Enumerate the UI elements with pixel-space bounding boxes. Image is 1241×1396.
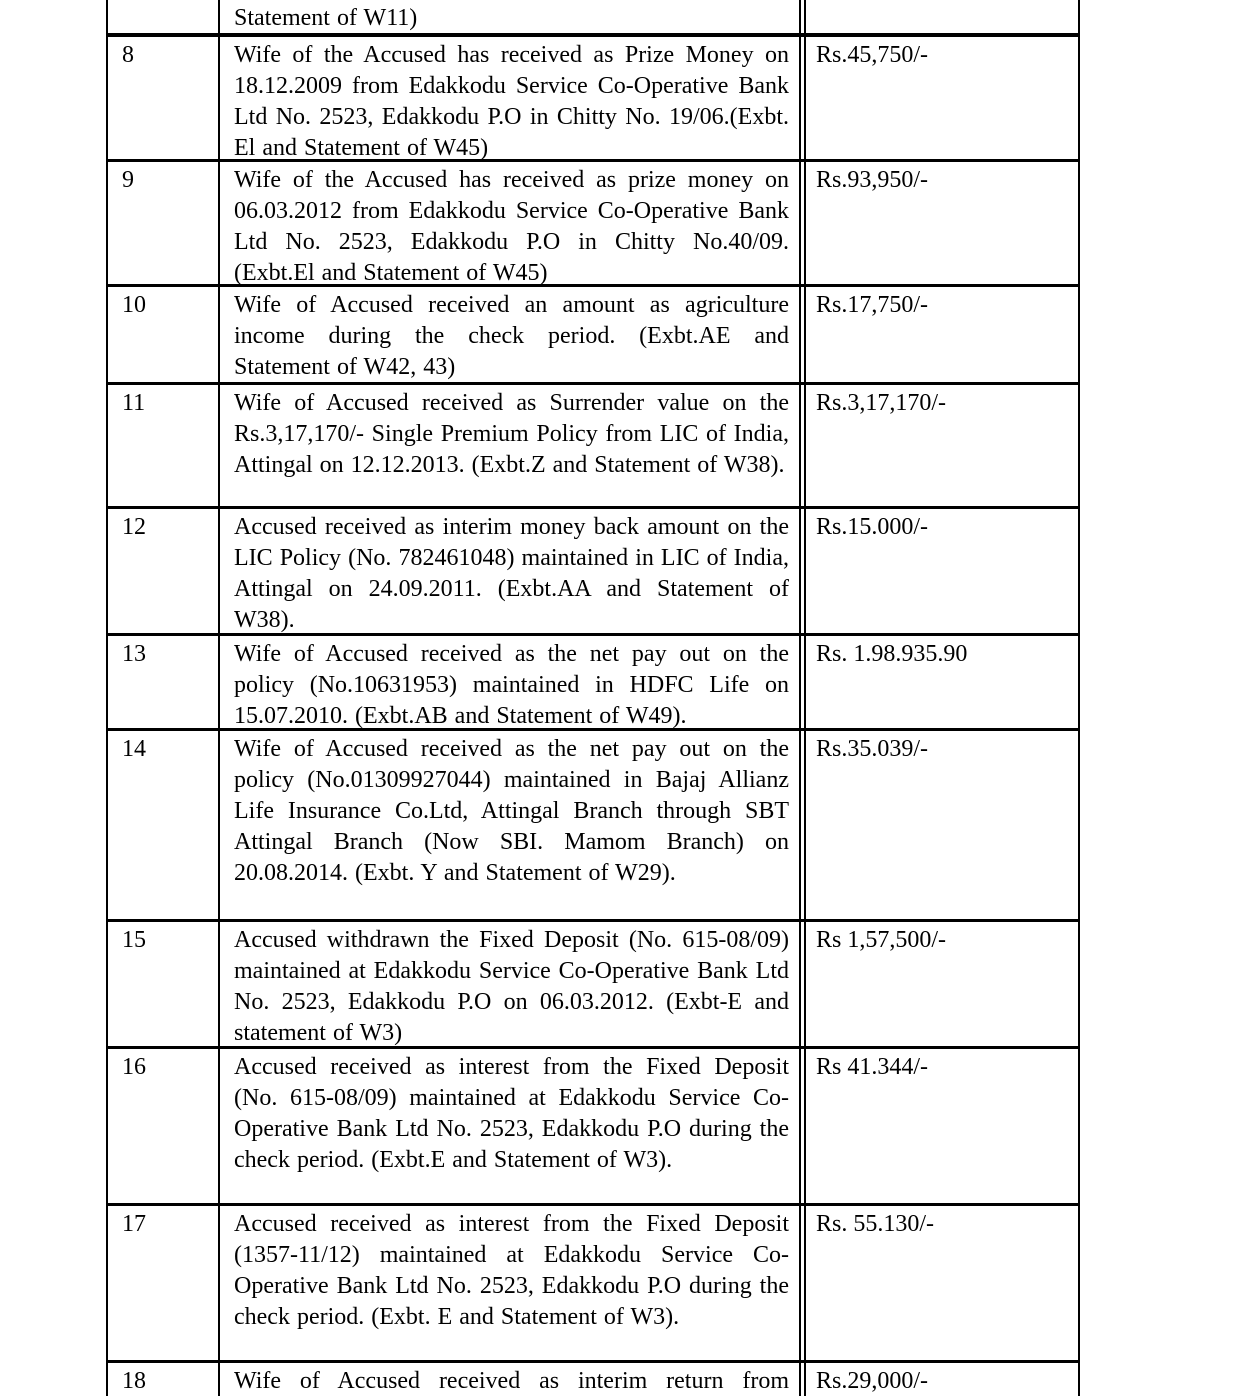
amount-cell: Rs.29,000/- [816, 1368, 929, 1394]
description-cell: Wife of Accused received an amount as agriculture income during the check period. (Exbt.AE and Statement of W42, 43) [220, 287, 806, 382]
table-row [108, 636, 1078, 731]
row-number-cell: 8 [108, 37, 220, 159]
amount-cell: Rs.15.000/- [816, 514, 929, 540]
description-cell: Accused received as interest from the Fixed Deposit (No. 615-08/09) maintained at Edakkodu Service Co- Operative Bank Ltd No. 2523, Edakkodu P.O during the check period. (Exbt.E and Statement of W3). [220, 1049, 806, 1203]
amount-cell: Rs.93,950/- [816, 167, 929, 193]
table-row [108, 287, 1078, 385]
table-row [108, 509, 1078, 636]
row-number-cell: 9 [108, 162, 220, 284]
row-number-cell: 11 [108, 385, 220, 506]
description-cell: Wife of Accused received as the net pay out on the policy (No.10631953) maintained in HDFC Life on 15.07.2010. (Exbt.AB and Statement of W49). [220, 636, 806, 728]
description-cell: Statement of W11) [220, 0, 806, 33]
row-number-cell: 10 [108, 287, 220, 382]
description-cell: Wife of Accused received as interim return from [220, 1363, 806, 1396]
row-number-cell: 14 [108, 731, 220, 919]
table-row [108, 1206, 1078, 1363]
row-number-cell [108, 0, 220, 33]
row-number-cell: 15 [108, 922, 220, 1046]
amount-cell: Rs 1,57,500/- [816, 927, 947, 953]
description-cell: Accused withdrawn the Fixed Deposit (No. 615-08/09) maintained at Edakkodu Service Co-Operative Bank Ltd No. 2523, Edakkodu P.O on 06.03.2012. (Exbt-E and statement of W3) [220, 922, 806, 1046]
description-cell: Wife of the Accused has received as prize money on 06.03.2012 from Edakkodu Service Co-Operative Bank Ltd No. 2523, Edakkodu P.O in Chitty No.40/09.(Exbt.El and Statement of W45) [220, 162, 806, 284]
table-row [108, 731, 1078, 922]
amount-cell: Rs 41.344/- [816, 1054, 929, 1080]
row-number-cell: 17 [108, 1206, 220, 1360]
table-row-continuation [108, 0, 1078, 37]
income-table [106, 0, 1080, 1396]
amount-cell: Rs.17,750/- [816, 292, 929, 318]
amount-cell: Rs. 1.98.935.90 [816, 641, 968, 667]
row-number-cell: 16 [108, 1049, 220, 1203]
amount-cell: Rs.45,750/- [816, 42, 929, 68]
table-row [108, 922, 1078, 1049]
table-row [108, 385, 1078, 509]
row-number-cell: 13 [108, 636, 220, 728]
amount-cell: Rs.3,17,170/- [816, 390, 947, 416]
table-row [108, 37, 1078, 162]
description-cell: Wife of the Accused has received as Prize Money on 18.12.2009 from Edakkodu Service Co-Operative Bank Ltd No. 2523, Edakkodu P.O in Chitty No. 19/06.(Exbt. El and Statement of W45) [220, 37, 806, 159]
description-cell: Wife of Accused received as Surrender value on the Rs.3,17,170/- Single Premium Policy from LIC of India, Attingal on 12.12.2013. (Exbt.Z and Statement of W38). [220, 385, 806, 506]
description-cell: Accused received as interest from the Fixed Deposit (1357-11/12) maintained at Edakkodu Service Co- Operative Bank Ltd No. 2523, Edakkodu P.O during the check period. (Exbt. E and Statement of W3). [220, 1206, 806, 1360]
amount-cell: Rs. 55.130/- [816, 1211, 935, 1237]
description-cell: Wife of Accused received as the net pay out on the policy (No.01309927044) maintained in Bajaj Allianz Life Insurance Co.Ltd, Attingal Branch through SBT Attingal Branch (Now SBI. Mamom Branch) on 20.08.2014. (Exbt. Y and Statement of W29). [220, 731, 806, 919]
amount-cell [806, 0, 1078, 33]
description-cell: Accused received as interim money back amount on the LIC Policy (No. 782461048) maintained in LIC of India, Attingal on 24.09.2011. (Exbt.AA and Statement of W38). [220, 509, 806, 633]
row-number-cell: 12 [108, 509, 220, 633]
table-row [108, 162, 1078, 287]
table-row [108, 1363, 1078, 1396]
row-number-cell: 18 [108, 1363, 220, 1396]
table-row [108, 1049, 1078, 1206]
amount-cell: Rs.35.039/- [816, 736, 929, 762]
